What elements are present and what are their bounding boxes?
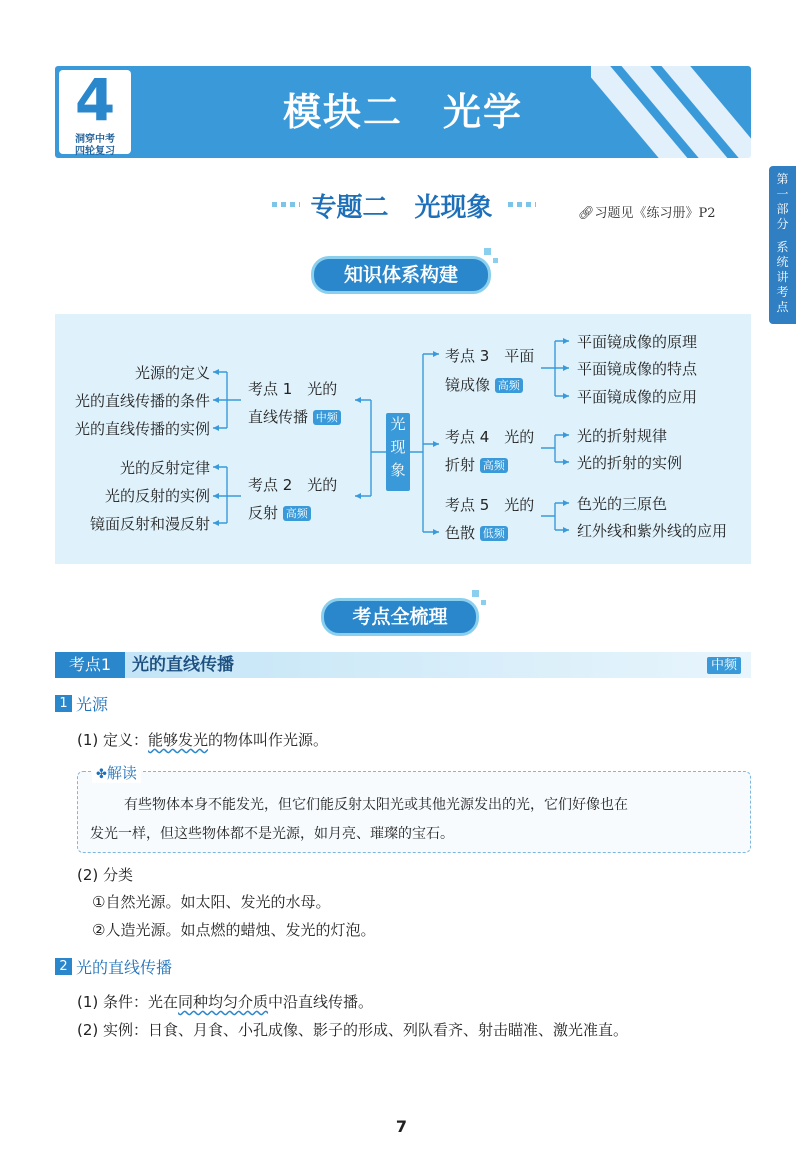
frequency-badge: 高频 xyxy=(495,378,523,393)
center-char: 现 xyxy=(390,438,406,456)
mindmap-leaf: 光的折射的实例 xyxy=(577,454,683,472)
mindmap-leaf: 光的直线传播的实例 xyxy=(74,420,210,438)
subsection-number: 1 xyxy=(55,695,72,712)
center-char: 象 xyxy=(390,461,406,479)
module-title: 模块二 光学 xyxy=(282,90,523,134)
exam-point-3-line2 xyxy=(445,374,523,395)
condition-line xyxy=(77,991,373,1012)
section-frequency-badge: 中频 xyxy=(707,657,741,674)
exam-point-1-name: 直线传播 xyxy=(248,408,309,426)
page-number: 7 xyxy=(395,1117,408,1136)
exam-point-2-name: 反射 xyxy=(248,504,279,522)
frequency-badge: 高频 xyxy=(480,458,508,473)
classification-item: ①自然光源。如太阳、发光的水母。 xyxy=(92,893,331,911)
knowledge-system-heading: 知识体系构建 xyxy=(311,256,491,294)
note-text-line1: 有些物体本身不能发光，但它们能反射太阳光或其他光源发出的光，它们好像也在 xyxy=(124,797,628,813)
note-text-line2: 发光一样，但这些物体都不是光源，如月亮、璀璨的宝石。 xyxy=(90,826,454,842)
examples-line: (2) 实例：日食、月食、小孔成像、影子的形成、列队看齐、射击瞄准、激光准直。 xyxy=(77,1021,629,1039)
heading-decoration xyxy=(481,600,486,605)
logo-text-line1: 洞穿中考 xyxy=(75,134,115,145)
heading-decoration xyxy=(484,248,491,255)
frequency-badge: 高频 xyxy=(283,506,311,521)
exam-point-5-line1: 考点 5 光的 xyxy=(445,496,535,514)
exam-point-4-line2 xyxy=(445,454,508,475)
frequency-badge: 中频 xyxy=(313,410,341,425)
frequency-badge: 低频 xyxy=(480,526,508,541)
mindmap-leaf: 光的反射定律 xyxy=(119,459,210,477)
logo-text-line2: 四轮复习 xyxy=(75,146,115,157)
topic-title: 专题二 光现象 xyxy=(310,193,493,223)
side-tab-char: 系 xyxy=(776,240,789,254)
mindmap-leaf: 平面镜成像的原理 xyxy=(577,333,698,351)
side-tab-char: 一 xyxy=(776,187,789,201)
mindmap-center xyxy=(386,413,410,491)
mindmap-leaf: 红外线和紫外线的应用 xyxy=(577,522,728,540)
side-tab-char: 考 xyxy=(776,285,789,299)
exercise-ref-text: 习题见《练习册》P2 xyxy=(594,206,716,221)
exam-point-4-name: 折射 xyxy=(445,456,476,474)
section-tag: 考点1 xyxy=(55,652,125,678)
center-char: 光 xyxy=(390,415,406,433)
interpretation-label xyxy=(92,762,141,783)
condition-key-phrase: 同种均匀介质 xyxy=(178,993,269,1011)
knowledge-mindmap xyxy=(55,314,751,564)
mindmap-leaf: 镜面反射和漫反射 xyxy=(89,515,210,533)
exam-point-2-line2 xyxy=(248,502,311,523)
classification-title: (2) 分类 xyxy=(77,866,134,884)
side-tab-char: 讲 xyxy=(776,270,789,284)
heading-decoration xyxy=(493,258,498,263)
link-icon: 🔗︎ xyxy=(578,206,595,221)
logo-number: 4 xyxy=(74,66,116,134)
exercise-reference xyxy=(578,202,716,221)
mindmap-leaf: 色光的三原色 xyxy=(577,495,668,513)
subsection-title: 光的直线传播 xyxy=(76,958,173,977)
exam-point-5-name: 色散 xyxy=(445,524,476,542)
definition-suffix: 的物体叫作光源。 xyxy=(208,731,329,749)
subsection-title: 光源 xyxy=(76,695,109,714)
classification-item: ②人造光源。如点燃的蜡烛、发光的灯泡。 xyxy=(92,921,376,939)
mindmap-leaf: 平面镜成像的应用 xyxy=(577,388,698,406)
side-tab-char: 点 xyxy=(776,300,789,314)
exam-point-1-line2 xyxy=(248,406,341,427)
exam-point-3-line1: 考点 3 平面 xyxy=(445,347,535,365)
side-tab-char: 第 xyxy=(776,172,789,186)
section-name: 光的直线传播 xyxy=(132,655,234,675)
mindmap-leaf: 光源的定义 xyxy=(134,364,210,382)
side-tab-char: 部 xyxy=(776,202,789,216)
note-label-text: 解读 xyxy=(106,764,137,782)
condition-suffix: 中沿直线传播。 xyxy=(268,993,374,1011)
definition-prefix: (1) 定义： xyxy=(77,731,149,749)
subsection-number: 2 xyxy=(55,958,72,975)
mindmap-leaf: 光的折射规律 xyxy=(577,427,668,445)
mindmap-leaf: 平面镜成像的特点 xyxy=(577,360,698,378)
side-tab-char: 统 xyxy=(776,255,789,269)
side-tab-char: 分 xyxy=(776,217,789,231)
mindmap-leaf: 光的直线传播的条件 xyxy=(74,392,210,410)
exam-point-1-line1: 考点 1 光的 xyxy=(248,380,338,398)
definition-line xyxy=(77,729,328,750)
heading-decoration xyxy=(472,590,479,597)
exam-point-2-line1: 考点 2 光的 xyxy=(248,476,338,494)
exam-point-4-line1: 考点 4 光的 xyxy=(445,428,535,446)
exam-point-5-line2 xyxy=(445,522,508,543)
condition-prefix: (1) 条件：光在 xyxy=(77,993,179,1011)
mindmap-leaf: 光的反射的实例 xyxy=(104,487,210,505)
module-banner xyxy=(55,66,751,158)
definition-key-phrase: 能够发光 xyxy=(148,731,209,749)
title-dots-right xyxy=(508,202,536,207)
exam-points-heading: 考点全梳理 xyxy=(321,598,479,636)
bulb-icon: ✤ xyxy=(96,767,107,782)
interpretation-note-box xyxy=(77,771,751,853)
exam-point-3-name: 镜成像 xyxy=(445,376,491,394)
